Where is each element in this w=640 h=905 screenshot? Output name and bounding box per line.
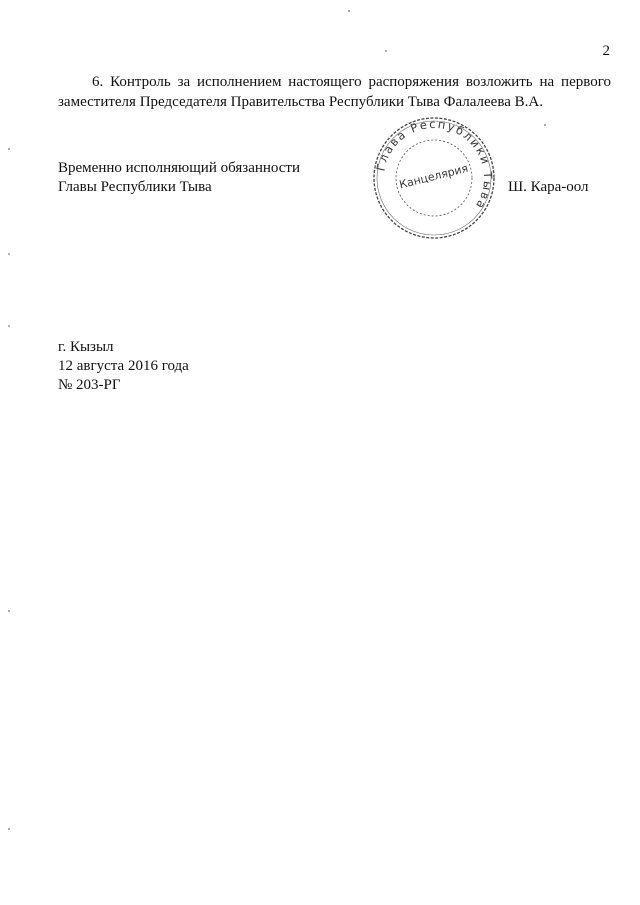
scan-speck <box>385 50 387 52</box>
scan-speck <box>8 325 10 327</box>
scan-speck <box>544 124 546 126</box>
scan-speck <box>348 10 350 12</box>
signatory-position-line-2: Главы Республики Тыва <box>58 179 212 195</box>
official-stamp <box>368 114 500 242</box>
page-number: 2 <box>602 43 610 59</box>
scan-speck <box>8 253 10 255</box>
scan-speck <box>8 610 10 612</box>
body-paragraph <box>58 72 611 112</box>
stamp-inner-text: Канцелярия <box>397 161 470 192</box>
document-number: № 203-РГ <box>58 377 121 393</box>
stamp-outer-text: Глава Республики Тыва <box>373 116 496 213</box>
document-details <box>58 338 189 395</box>
paragraph-text: 6. Контроль за исполнением настоящего распоряжения возложить на первого заместителя Председателя Правительства Республики Тыва Фалалеева В.А. <box>58 74 611 110</box>
stamp-graphic <box>368 114 500 242</box>
scan-speck <box>8 828 10 830</box>
scan-speck <box>8 148 10 150</box>
document-date: 12 августа 2016 года <box>58 358 189 374</box>
signatory-position <box>58 159 300 197</box>
document-city: г. Кызыл <box>58 339 114 355</box>
signatory-position-line-1: Временно исполняющий обязанности <box>58 160 301 176</box>
signatory-name: Ш. Кара-оол <box>508 179 589 195</box>
